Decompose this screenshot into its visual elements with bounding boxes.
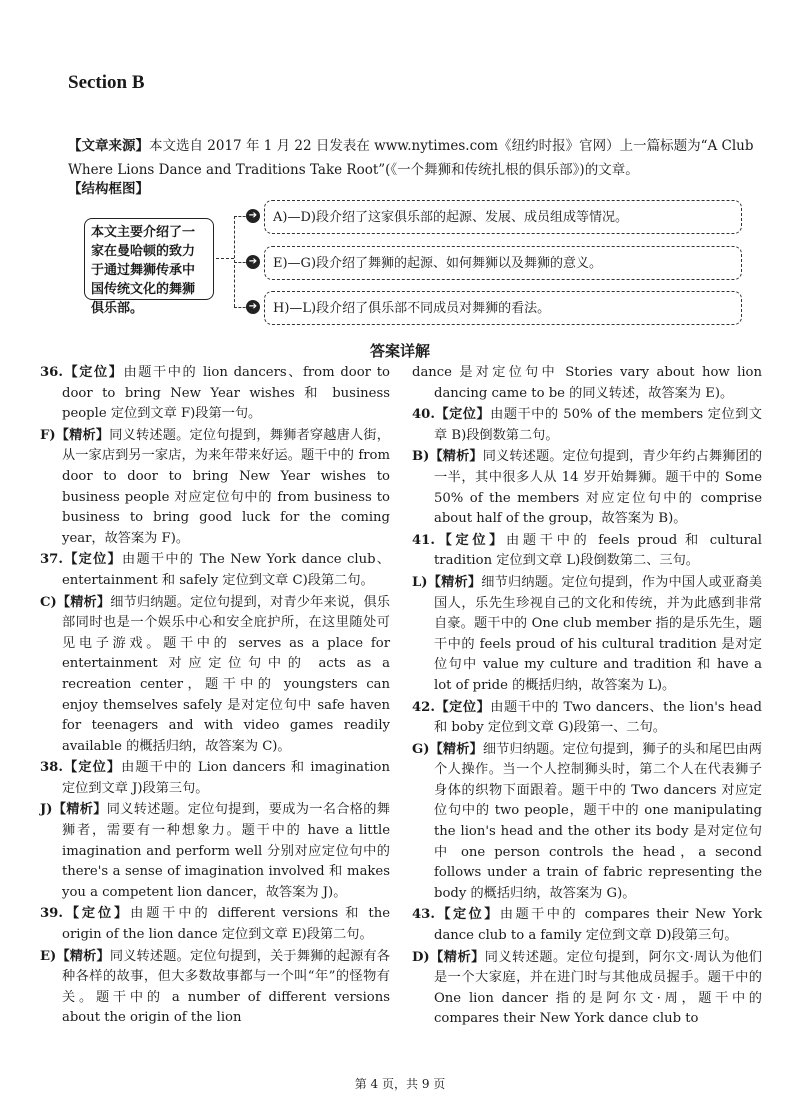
answer-mark: 39.【定位】 <box>40 906 131 922</box>
answer-paragraph <box>40 426 390 550</box>
source-text: 本文选自 2017 年 1 月 22 日发表在 www.nytimes.com《纽约时报》官网）上一篇标题为“A Club Where Lions Dance and Traditions Take Root”(《一个舞狮和传统扎根的俱乐部》)的文章。 <box>68 138 754 178</box>
source-label: 【文章来源】 <box>68 138 149 154</box>
answer-text: 细节归纳题。定位句提到，狮子的头和尾巴由两个人操作。当一个人控制狮头时，第二个人在代表狮子身体的织物下面跟着。题干中的 Two dancers 对应定位句中的 two people，题干中的 one manipulating the lion's head and the other its body 是对定位句中 one person controls the head，a second follows under a train of fabric representing the body 的概括归纳，故答案为 G)。 <box>434 741 762 901</box>
answers-right-column <box>412 363 762 1031</box>
framework-summary-box: 本文主要介绍了一家在曼哈顿的致力于通过舞狮传承中国传统文化的舞狮俱乐部。 <box>84 218 214 300</box>
answer-paragraph <box>412 698 762 739</box>
answer-mark: 36.【定位】 <box>40 365 124 380</box>
answer-mark: C)【精析】 <box>40 594 111 610</box>
framework-item-1: A)—D)段介绍了这家俱乐部的起源、发展、成员组成等情况。 <box>264 200 742 234</box>
answer-mark: J)【精析】 <box>40 802 107 818</box>
answer-text: 由题干中的 lion dancers、from door to door to bring New Year wishes 和 business people 定位到文章 F)段第一句。 <box>62 365 390 422</box>
answer-paragraph <box>40 550 390 591</box>
answer-text: 由题干中的 The New York dance club、entertainment 和 safely 定位到文章 C)段第二句。 <box>62 552 390 588</box>
connector-line <box>216 258 234 259</box>
answer-paragraph <box>40 800 390 903</box>
answer-paragraph <box>412 740 762 905</box>
answer-paragraph <box>412 905 762 946</box>
answer-mark: F)【精析】 <box>40 427 110 443</box>
answer-text: 由题干中的 compares their New York dance club to a family 定位到文章 D)段第三句。 <box>434 907 762 944</box>
answer-mark: B)【精析】 <box>412 449 483 465</box>
answer-text: 细节归纳题。定位句提到，作为中国人或亚裔美国人，乐先生珍视自己的文化和传统，并为此感到非常自豪。题干中的 One club member 指的是乐先生，题干中的 feels proud of his cultural tradition 是对定位句中 value my culture and tradition 和 have a lot of pride 的概括归纳，故答案为 L)。 <box>434 574 763 693</box>
arrow-icon: ➔ <box>246 300 260 314</box>
answer-paragraph <box>412 573 762 697</box>
answer-paragraph <box>40 758 390 799</box>
answer-text: 同义转述题。定位句提到，青少年约占舞狮团的一半，其中很多人从 14 岁开始舞狮。题干中的 Some 50% of the members 对应定位句中的 comprise about half of the group，故答案为 B)。 <box>434 449 763 527</box>
answer-mark: G)【精析】 <box>412 741 483 757</box>
answer-text: 同义转述题。定位句提到，要成为一名合格的舞狮者，需要有一种想象力。题干中的 have a little imagination and perform well 分别对应定位句中的 there's a sense of imagination involved 和 makes you a competent lion dancer，故答案为 J)。 <box>62 802 390 900</box>
answer-text: 由题干中的 Two dancers、the lion's head 和 boby 定位到文章 G)段第一、二句。 <box>434 699 762 736</box>
answer-mark: 37.【定位】 <box>40 552 122 568</box>
answer-text: 由题干中的 feels proud 和 cultural tradition 定位到文章 L)段倒数第二、三句。 <box>434 532 762 569</box>
answer-text: 由题干中的 Lion dancers 和 imagination 定位到文章 J)段第三句。 <box>62 760 390 796</box>
answer-paragraph <box>412 948 762 1030</box>
answer-text: 同义转述题。定位句提到，关于舞狮的起源有各种各样的故事，但大多数故事都与一个叫“年”的怪物有关。题干中的 a number of different versions about the origin of the lion <box>62 948 391 1026</box>
answer-paragraph <box>412 531 762 572</box>
answer-mark: D)【精析】 <box>412 949 485 965</box>
answer-text: 细节归纳题。定位句提到，对青少年来说，俱乐部同时也是一个娱乐中心和安全庇护所，在这里随处可见电子游戏。题干中的 serves as a place for entertainment 对应定位句中的 acts as a recreation center，题干中的 youngsters can enjoy themselves safely 是对定位句中 safe haven for teenagers and with video games readily available 的概括归纳，故答案为 C)。 <box>62 594 390 754</box>
answer-text: 同义转述题。定位句提到，阿尔文·周认为他们是一个大家庭，并在进门时与其他成员握手。题干中的 One lion dancer 指的是阿尔文·周，题干中的 compares their New York dance club to <box>434 949 762 1027</box>
answer-mark: E)【精析】 <box>40 948 110 964</box>
article-source <box>68 134 758 182</box>
arrow-icon: ➔ <box>246 209 260 223</box>
answer-paragraph <box>412 447 762 529</box>
answer-text: dance 是对定位句中 Stories vary about how lion dancing came to be 的同义转述，故答案为 E)。 <box>412 365 762 401</box>
answer-paragraph <box>40 904 390 945</box>
answer-paragraph <box>40 593 390 758</box>
section-title: Section B <box>68 72 145 93</box>
answer-mark: 38.【定位】 <box>40 760 122 776</box>
answer-mark: 42.【定位】 <box>412 699 491 715</box>
answer-mark: 40.【定位】 <box>412 407 491 423</box>
answers-left-column <box>40 363 390 1030</box>
framework-label: 【结构框图】 <box>68 181 149 197</box>
answer-text: 由题干中的 different versions 和 the origin of the lion dance 定位到文章 E)段第二句。 <box>62 906 390 943</box>
answers-title: 答案详解 <box>369 342 430 360</box>
arrow-icon: ➔ <box>246 255 260 269</box>
answer-mark: L)【精析】 <box>412 574 482 590</box>
answer-paragraph <box>40 947 390 1029</box>
answer-mark: 43.【定位】 <box>412 907 500 923</box>
framework-item-2: E)—G)段介绍了舞狮的起源、如何舞狮以及舞狮的意义。 <box>264 246 742 280</box>
answer-text: 同义转述题。定位句提到，舞狮者穿越唐人街，从一家店到另一家店，为来年带来好运。题干中的 from door to door to bring New Year wishes to business people 对应定位句中的 from business to business to bring good luck for the coming year，故答案为 F)。 <box>62 427 390 546</box>
page-footer: 第 4 页，共 9 页 <box>354 1077 446 1091</box>
framework-item-3: H)—L)段介绍了俱乐部不同成员对舞狮的看法。 <box>264 291 742 325</box>
answer-paragraph <box>412 363 762 404</box>
answer-paragraph <box>40 363 390 425</box>
answer-paragraph <box>412 405 762 446</box>
answer-text: 由题干中的 50% of the members 定位到文章 B)段倒数第二句。 <box>434 407 762 443</box>
answer-mark: 41.【定位】 <box>412 532 507 548</box>
